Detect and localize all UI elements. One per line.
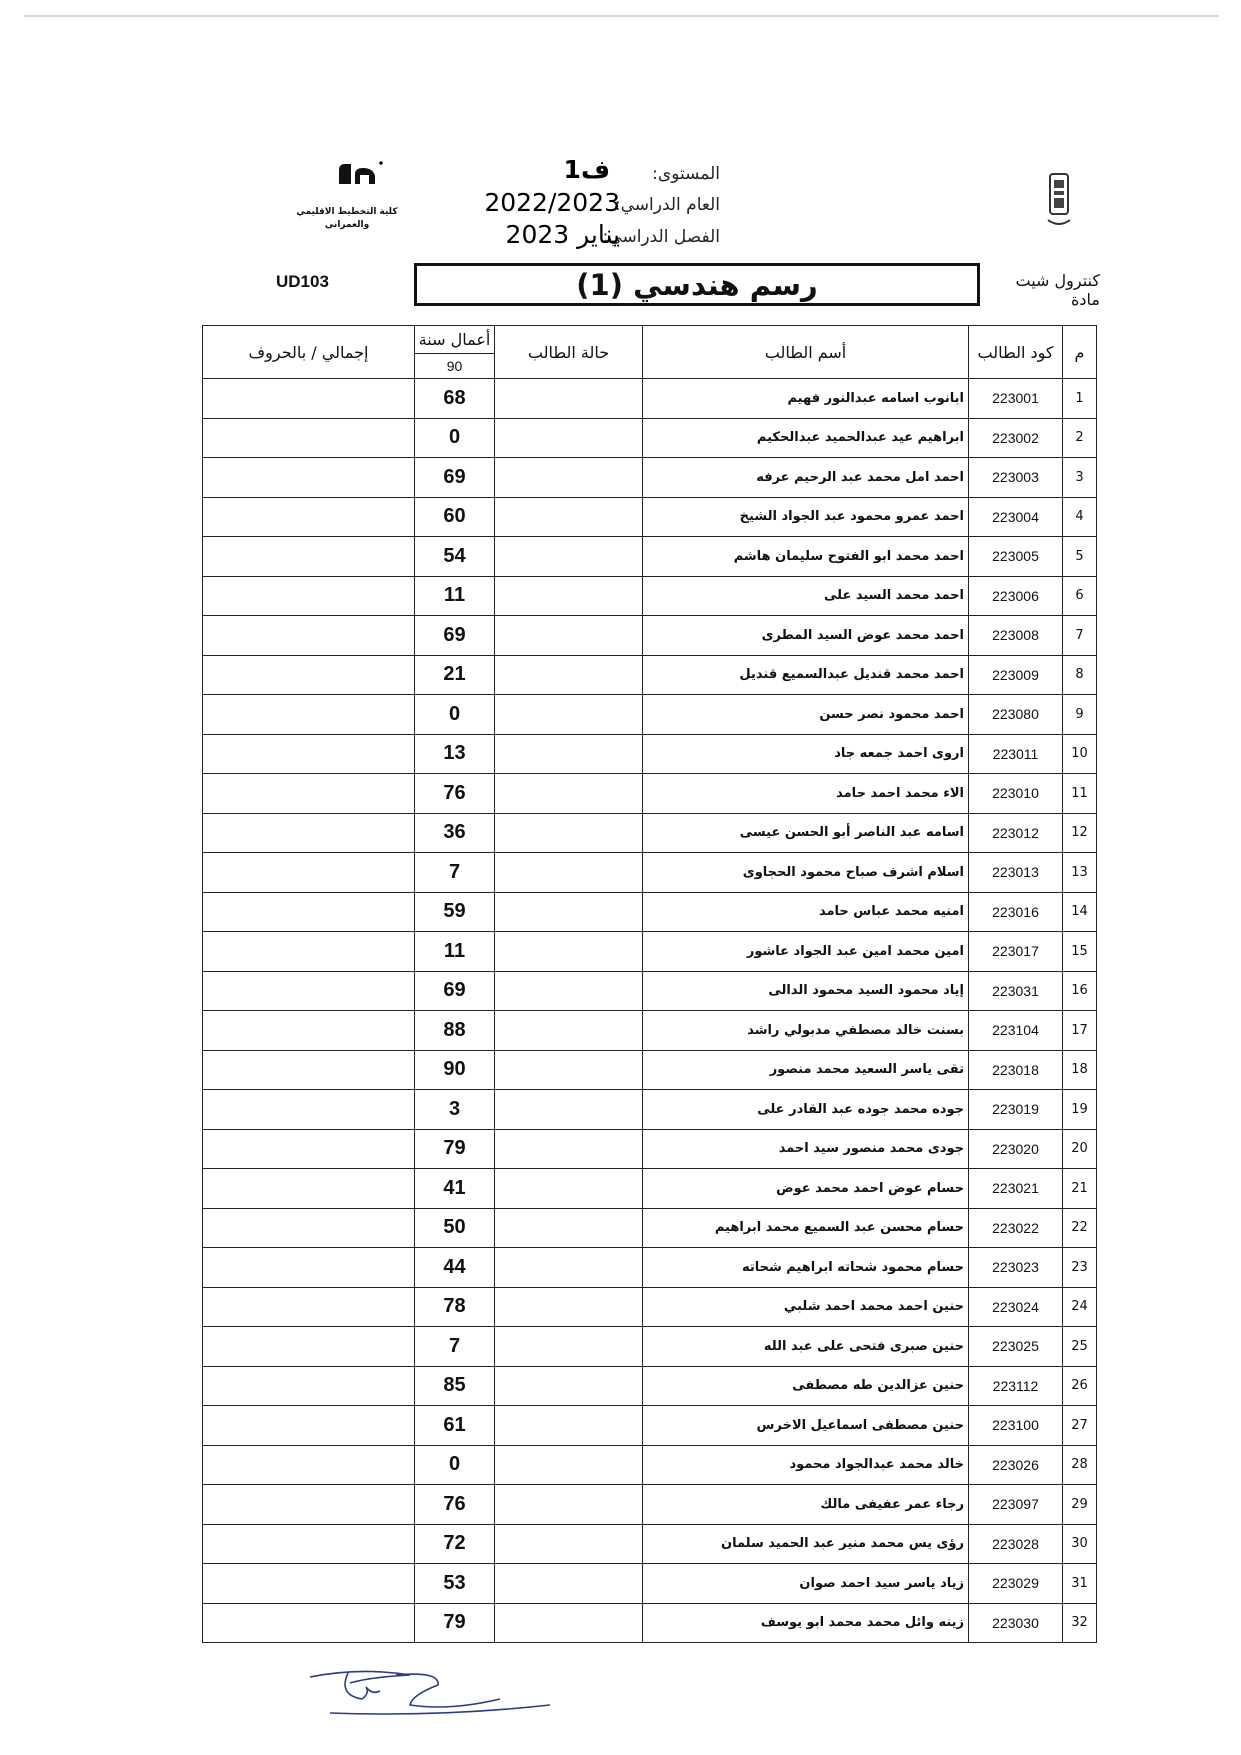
total-in-words xyxy=(203,576,415,616)
table-row xyxy=(203,458,1097,498)
year-work-score: 36 xyxy=(415,813,495,853)
student-code: 223024 xyxy=(969,1287,1063,1327)
student-code: 223012 xyxy=(969,813,1063,853)
total-in-words xyxy=(203,418,415,458)
student-code: 223022 xyxy=(969,1208,1063,1248)
student-status xyxy=(495,932,643,972)
total-in-words xyxy=(203,774,415,814)
term-label: الفصل الدراسي: xyxy=(602,227,720,247)
row-number: 22 xyxy=(1063,1208,1097,1248)
table-row xyxy=(203,971,1097,1011)
grades-table xyxy=(202,325,1097,1643)
year-work-score: 69 xyxy=(415,458,495,498)
total-in-words xyxy=(203,379,415,419)
table-row xyxy=(203,813,1097,853)
student-status xyxy=(495,1406,643,1446)
year-work-score: 76 xyxy=(415,774,495,814)
row-number: 10 xyxy=(1063,734,1097,774)
student-status xyxy=(495,379,643,419)
student-status xyxy=(495,813,643,853)
year-work-score: 72 xyxy=(415,1524,495,1564)
student-status xyxy=(495,497,643,537)
row-number: 3 xyxy=(1063,458,1097,498)
year-work-score: 3 xyxy=(415,1090,495,1130)
total-in-words xyxy=(203,1287,415,1327)
total-in-words xyxy=(203,497,415,537)
col-header-status: حالة الطالب xyxy=(495,326,643,379)
total-in-words xyxy=(203,1090,415,1130)
student-code: 223011 xyxy=(969,734,1063,774)
student-code: 223019 xyxy=(969,1090,1063,1130)
total-in-words xyxy=(203,813,415,853)
table-row xyxy=(203,655,1097,695)
student-name: حسام محسن عبد السميع محمد ابراهيم xyxy=(643,1208,969,1248)
student-name: حنين عزالدين طه مصطفى xyxy=(643,1366,969,1406)
student-status xyxy=(495,1129,643,1169)
col-header-name: أسم الطالب xyxy=(643,326,969,379)
level-value: ف1 xyxy=(563,155,610,184)
student-code: 223002 xyxy=(969,418,1063,458)
year-work-score: 13 xyxy=(415,734,495,774)
student-code: 223001 xyxy=(969,379,1063,419)
student-code: 223013 xyxy=(969,853,1063,893)
table-row xyxy=(203,576,1097,616)
student-code: 223020 xyxy=(969,1129,1063,1169)
student-status xyxy=(495,853,643,893)
table-row xyxy=(203,418,1097,458)
page-top-rule xyxy=(24,15,1219,17)
total-in-words xyxy=(203,1524,415,1564)
table-row xyxy=(203,774,1097,814)
student-name: جودى محمد منصور سيد احمد xyxy=(643,1129,969,1169)
row-number: 21 xyxy=(1063,1169,1097,1209)
student-name: رؤى يس محمد منير عبد الحميد سلمان xyxy=(643,1524,969,1564)
student-status xyxy=(495,774,643,814)
total-in-words xyxy=(203,853,415,893)
row-number: 14 xyxy=(1063,892,1097,932)
row-number: 2 xyxy=(1063,418,1097,458)
student-name: إياد محمود السيد محمود الدالى xyxy=(643,971,969,1011)
student-name: احمد محمد السيد على xyxy=(643,576,969,616)
student-code: 223030 xyxy=(969,1603,1063,1643)
student-name: احمد محمد قنديل عبدالسميع قنديل xyxy=(643,655,969,695)
year-work-score: 0 xyxy=(415,695,495,735)
student-status xyxy=(495,1445,643,1485)
year-work-score: 69 xyxy=(415,971,495,1011)
table-row xyxy=(203,1287,1097,1327)
row-number: 19 xyxy=(1063,1090,1097,1130)
student-code: 223004 xyxy=(969,497,1063,537)
student-name: احمد امل محمد عبد الرحيم عرفه xyxy=(643,458,969,498)
row-number: 6 xyxy=(1063,576,1097,616)
student-status xyxy=(495,1485,643,1525)
year-work-score: 50 xyxy=(415,1208,495,1248)
student-name: ابانوب اسامه عبدالنور فهيم xyxy=(643,379,969,419)
year-work-score: 88 xyxy=(415,1011,495,1051)
year-work-score: 79 xyxy=(415,1603,495,1643)
student-name: حنين احمد محمد احمد شلبي xyxy=(643,1287,969,1327)
year-work-score: 11 xyxy=(415,576,495,616)
year-work-score: 68 xyxy=(415,379,495,419)
student-code: 223026 xyxy=(969,1445,1063,1485)
student-status xyxy=(495,537,643,577)
table-row xyxy=(203,853,1097,893)
university-crest-icon xyxy=(1044,170,1074,232)
total-in-words xyxy=(203,1208,415,1248)
student-code: 223017 xyxy=(969,932,1063,972)
student-status xyxy=(495,616,643,656)
year-work-score: 44 xyxy=(415,1248,495,1288)
signature-icon xyxy=(300,1665,560,1725)
student-code: 223112 xyxy=(969,1366,1063,1406)
header-values xyxy=(484,155,620,265)
table-row xyxy=(203,1564,1097,1604)
year-work-score: 59 xyxy=(415,892,495,932)
student-name: حسام محمود شحاته ابراهيم شحاته xyxy=(643,1248,969,1288)
table-row xyxy=(203,1169,1097,1209)
faculty-logo xyxy=(292,148,412,248)
student-status xyxy=(495,1366,643,1406)
total-in-words xyxy=(203,1603,415,1643)
row-number: 11 xyxy=(1063,774,1097,814)
student-code: 223025 xyxy=(969,1327,1063,1367)
total-in-words xyxy=(203,892,415,932)
table-row xyxy=(203,1090,1097,1130)
row-number: 28 xyxy=(1063,1445,1097,1485)
table-row xyxy=(203,616,1097,656)
student-status xyxy=(495,458,643,498)
student-name: اسلام اشرف صباح محمود الحجاوى xyxy=(643,853,969,893)
student-name: اروى احمد جمعه جاد xyxy=(643,734,969,774)
student-code: 223104 xyxy=(969,1011,1063,1051)
row-number: 29 xyxy=(1063,1485,1097,1525)
student-name: حنين مصطفى اسماعيل الاخرس xyxy=(643,1406,969,1446)
table-row xyxy=(203,1248,1097,1288)
student-name: اسامه عبد الناصر أبو الحسن عيسى xyxy=(643,813,969,853)
total-in-words xyxy=(203,1327,415,1367)
student-status xyxy=(495,576,643,616)
year-work-score: 7 xyxy=(415,1327,495,1367)
student-code: 223100 xyxy=(969,1406,1063,1446)
row-number: 16 xyxy=(1063,971,1097,1011)
student-name: تقى ياسر السعيد محمد منصور xyxy=(643,1050,969,1090)
total-in-words xyxy=(203,932,415,972)
table-row xyxy=(203,1445,1097,1485)
student-name: خالد محمد عبدالجواد محمود xyxy=(643,1445,969,1485)
col-header-score xyxy=(415,326,495,379)
table-row xyxy=(203,1406,1097,1446)
total-in-words xyxy=(203,537,415,577)
row-number: 20 xyxy=(1063,1129,1097,1169)
year-work-score: 0 xyxy=(415,1445,495,1485)
student-code: 223016 xyxy=(969,892,1063,932)
student-status xyxy=(495,1524,643,1564)
total-in-words xyxy=(203,1011,415,1051)
table-row xyxy=(203,1603,1097,1643)
table-row xyxy=(203,1485,1097,1525)
year-work-score: 69 xyxy=(415,616,495,656)
total-in-words xyxy=(203,1485,415,1525)
row-number: 15 xyxy=(1063,932,1097,972)
student-name: رجاء عمر عفيفى مالك xyxy=(643,1485,969,1525)
row-number: 1 xyxy=(1063,379,1097,419)
row-number: 13 xyxy=(1063,853,1097,893)
total-in-words xyxy=(203,695,415,735)
table-row xyxy=(203,1327,1097,1367)
score-header-label: أعمال سنة xyxy=(415,327,494,354)
total-in-words xyxy=(203,1564,415,1604)
table-row xyxy=(203,1524,1097,1564)
student-name: الاء محمد احمد حامد xyxy=(643,774,969,814)
student-code: 223009 xyxy=(969,655,1063,695)
student-code: 223005 xyxy=(969,537,1063,577)
student-name: احمد عمرو محمود عبد الجواد الشيخ xyxy=(643,497,969,537)
table-row xyxy=(203,537,1097,577)
student-name: احمد محمد ابو الفتوح سليمان هاشم xyxy=(643,537,969,577)
term-value: يناير 2023 xyxy=(505,220,620,249)
student-status xyxy=(495,655,643,695)
student-code: 223010 xyxy=(969,774,1063,814)
year-label: العام الدراسي: xyxy=(614,195,720,215)
year-work-score: 54 xyxy=(415,537,495,577)
row-number: 12 xyxy=(1063,813,1097,853)
row-number: 7 xyxy=(1063,616,1097,656)
total-in-words xyxy=(203,616,415,656)
student-name: جوده محمد جوده عبد القادر على xyxy=(643,1090,969,1130)
row-number: 26 xyxy=(1063,1366,1097,1406)
student-status xyxy=(495,734,643,774)
student-code: 223097 xyxy=(969,1485,1063,1525)
student-name: امين محمد امين عبد الجواد عاشور xyxy=(643,932,969,972)
student-code: 223028 xyxy=(969,1524,1063,1564)
student-status xyxy=(495,971,643,1011)
student-code: 223006 xyxy=(969,576,1063,616)
level-label: المستوى: xyxy=(652,164,720,184)
year-work-score: 21 xyxy=(415,655,495,695)
table-row xyxy=(203,1366,1097,1406)
table-row xyxy=(203,379,1097,419)
year-work-score: 61 xyxy=(415,1406,495,1446)
student-status xyxy=(495,1564,643,1604)
total-in-words xyxy=(203,458,415,498)
table-row xyxy=(203,1208,1097,1248)
score-header-max: 90 xyxy=(446,357,463,374)
student-code: 223018 xyxy=(969,1050,1063,1090)
student-status xyxy=(495,1169,643,1209)
student-code: 223031 xyxy=(969,971,1063,1011)
total-in-words xyxy=(203,1169,415,1209)
total-in-words xyxy=(203,1406,415,1446)
table-row xyxy=(203,1011,1097,1051)
student-status xyxy=(495,1287,643,1327)
student-name: حنين صبرى فتحى على عبد الله xyxy=(643,1327,969,1367)
student-code: 223021 xyxy=(969,1169,1063,1209)
student-status xyxy=(495,892,643,932)
year-work-score: 79 xyxy=(415,1129,495,1169)
row-number: 4 xyxy=(1063,497,1097,537)
year-work-score: 76 xyxy=(415,1485,495,1525)
year-work-score: 78 xyxy=(415,1287,495,1327)
table-row xyxy=(203,1129,1097,1169)
subject-title: رسم هندسي (1) xyxy=(414,263,980,306)
student-name: امنيه محمد عباس حامد xyxy=(643,892,969,932)
student-name: بسنت خالد مصطفي مدبولي راشد xyxy=(643,1011,969,1051)
row-number: 32 xyxy=(1063,1603,1097,1643)
col-header-no: م xyxy=(1063,326,1097,379)
student-status xyxy=(495,418,643,458)
student-code: 223008 xyxy=(969,616,1063,656)
row-number: 31 xyxy=(1063,1564,1097,1604)
table-body xyxy=(203,379,1097,1643)
year-work-score: 85 xyxy=(415,1366,495,1406)
table-row xyxy=(203,497,1097,537)
student-status xyxy=(495,1011,643,1051)
student-code: 223003 xyxy=(969,458,1063,498)
col-header-code: كود الطالب xyxy=(969,326,1063,379)
row-number: 23 xyxy=(1063,1248,1097,1288)
total-in-words xyxy=(203,1129,415,1169)
student-status xyxy=(495,1208,643,1248)
year-work-score: 41 xyxy=(415,1169,495,1209)
faculty-name: كلية التخطيط الاقليمي والعمراني xyxy=(296,207,398,230)
table-row xyxy=(203,695,1097,735)
total-in-words xyxy=(203,971,415,1011)
row-number: 25 xyxy=(1063,1327,1097,1367)
total-in-words xyxy=(203,1050,415,1090)
student-status xyxy=(495,1327,643,1367)
col-header-total: إجمالي / بالحروف xyxy=(203,326,415,379)
student-status xyxy=(495,1090,643,1130)
total-in-words xyxy=(203,1445,415,1485)
student-name: احمد محمد عوض السيد المطرى xyxy=(643,616,969,656)
student-status xyxy=(495,1248,643,1288)
table-header-row xyxy=(203,326,1097,379)
row-number: 8 xyxy=(1063,655,1097,695)
year-work-score: 90 xyxy=(415,1050,495,1090)
year-work-score: 7 xyxy=(415,853,495,893)
total-in-words xyxy=(203,655,415,695)
student-name: زينه وائل محمد محمد ابو يوسف xyxy=(643,1603,969,1643)
faculty-logo-icon xyxy=(335,160,385,188)
student-name: ابراهيم عيد عبدالحميد عبدالحكيم xyxy=(643,418,969,458)
student-code: 223023 xyxy=(969,1248,1063,1288)
student-code: 223080 xyxy=(969,695,1063,735)
year-work-score: 53 xyxy=(415,1564,495,1604)
year-work-score: 0 xyxy=(415,418,495,458)
row-number: 9 xyxy=(1063,695,1097,735)
year-work-score: 60 xyxy=(415,497,495,537)
student-code: 223029 xyxy=(969,1564,1063,1604)
row-number: 24 xyxy=(1063,1287,1097,1327)
control-sheet-label: كنترول شيت مادة xyxy=(1015,271,1100,309)
student-status xyxy=(495,1050,643,1090)
row-number: 18 xyxy=(1063,1050,1097,1090)
student-name: حسام عوض احمد محمد عوض xyxy=(643,1169,969,1209)
table-row xyxy=(203,1050,1097,1090)
student-status xyxy=(495,1603,643,1643)
row-number: 30 xyxy=(1063,1524,1097,1564)
row-number: 5 xyxy=(1063,537,1097,577)
table-row xyxy=(203,734,1097,774)
table-row xyxy=(203,892,1097,932)
table-row xyxy=(203,932,1097,972)
course-code: UD103 xyxy=(276,272,329,291)
student-name: احمد محمود نصر حسن xyxy=(643,695,969,735)
total-in-words xyxy=(203,1248,415,1288)
year-value: 2022/2023 xyxy=(484,188,620,217)
total-in-words xyxy=(203,734,415,774)
year-work-score: 11 xyxy=(415,932,495,972)
total-in-words xyxy=(203,1366,415,1406)
student-status xyxy=(495,695,643,735)
student-name: زياد ياسر سيد احمد صوان xyxy=(643,1564,969,1604)
row-number: 27 xyxy=(1063,1406,1097,1446)
row-number: 17 xyxy=(1063,1011,1097,1051)
